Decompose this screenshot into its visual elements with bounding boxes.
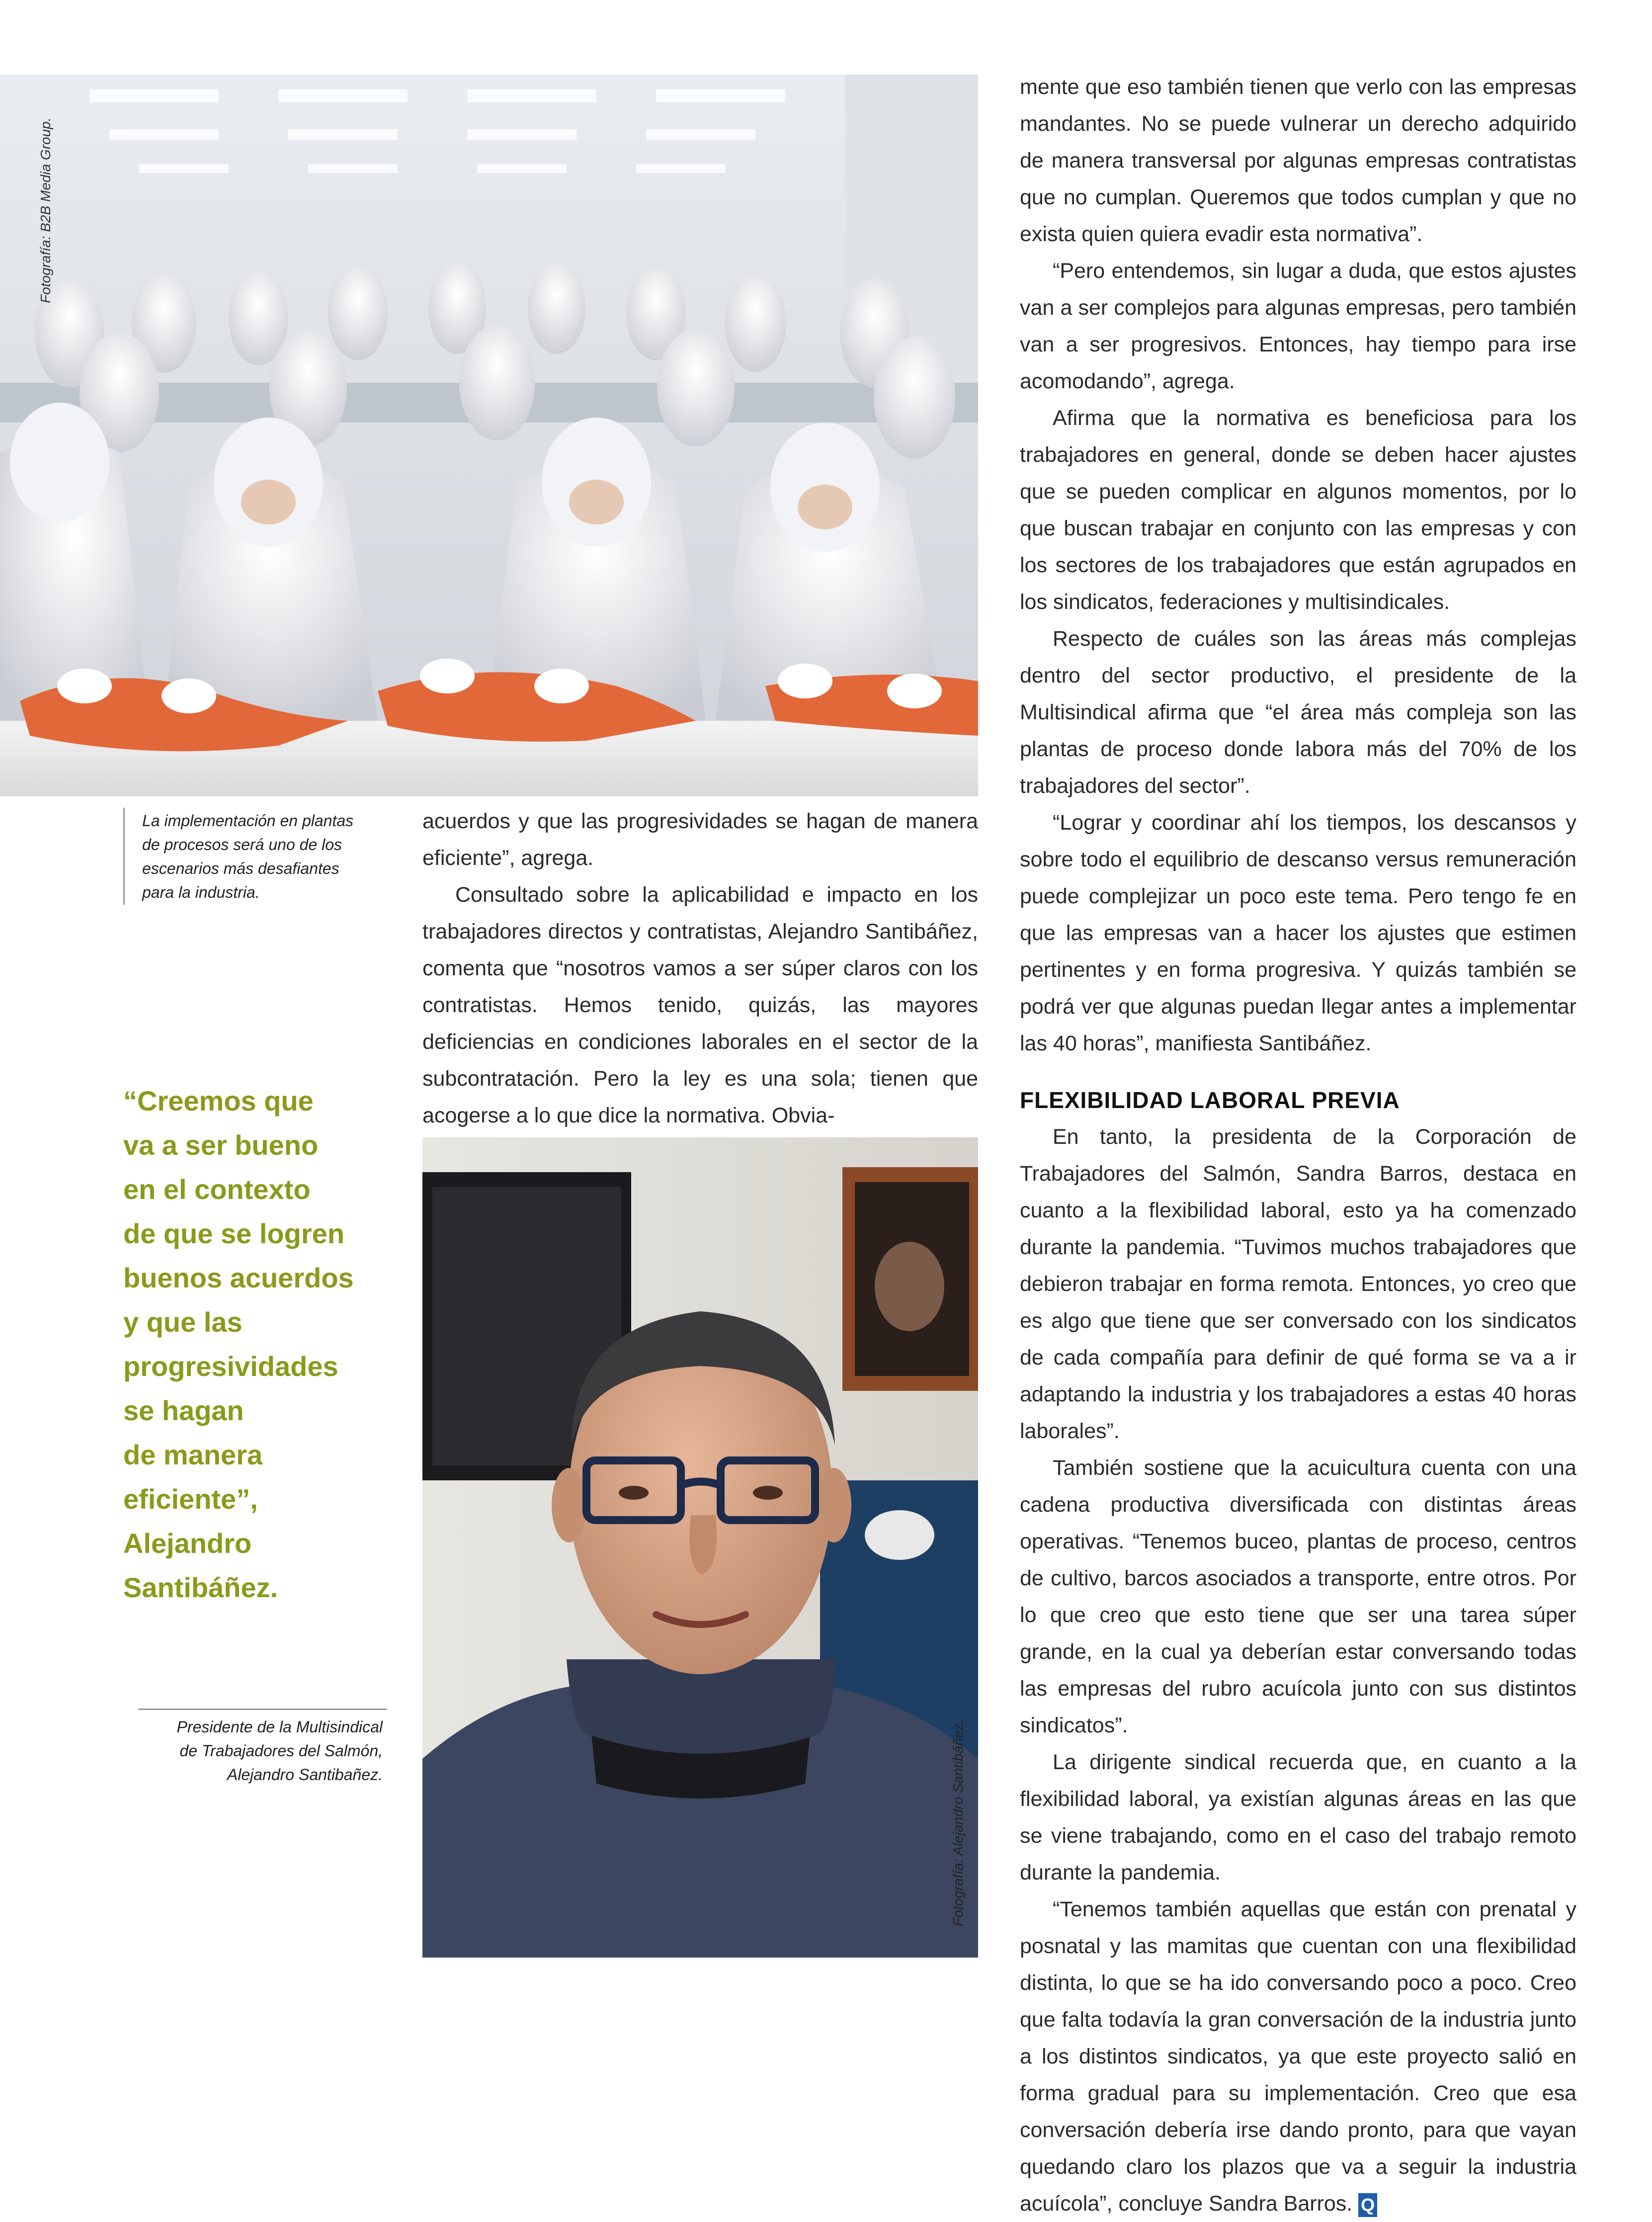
paragraph: En tanto, la presidenta de la Corporación de Trabajadores del Salmón, Sandra Barros, destaca en cuanto a la flexibilidad laboral, esto ya ha comenzado durante la pandemia. “Tuvimos muchos trabajadores que debieron trabajar en forma remota. Entonces, yo creo que es algo que tiene que ser conversado con los sindicatos de cada compañía para definir de qué forma se va a ir adaptando la industria y los trabajadores a estas 40 horas laborales”. — [1020, 1125, 1576, 1443]
paragraph: “Pero entendemos, sin lugar a duda, que estos ajustes van a ser complejos para algunas empresas, pero también van a ser progresivos. Entonces, hay tiempo para irse acomodando”, agrega. — [1020, 259, 1576, 393]
caption-line: Presidente de la Multisindical — [176, 1718, 383, 1736]
pull-quote-line: y que las — [123, 1306, 243, 1338]
processing-plant-photo — [0, 75, 978, 796]
pull-quote-line: Alejandro — [123, 1528, 252, 1559]
paragraph: Respecto de cuáles son las áreas más complejas dentro del sector productivo, el presidente de la Multisindical afirma que “el área más compleja son las plantas de proceso donde labora más del 70% de los trabajadores del sector”. — [1020, 627, 1576, 798]
top-photo-credit: Fotografía: B2B Media Group. — [38, 117, 53, 303]
caption-line: escenarios más desafiantes — [142, 859, 339, 877]
caption-line: de Trabajadores del Salmón, — [179, 1742, 383, 1760]
paragraph: acuerdos y que las progresividades se hagan de manera eficiente”, agrega. — [422, 809, 978, 870]
pull-quote-line: progresividades — [123, 1351, 338, 1382]
paragraph-text: “Tenemos también aquellas que están con prenatal y posnatal y las mamitas que cuentan con una flexibilidad distinta, lo que se ha ido conversando poco a poco. Creo que falta todavía la gran conversación de la industria junto a los distintos sindicatos, ya que este proyecto salió en forma gradual para su implementación. Creo que esa conversación debería irse dando pronto, para que vayan quedando claro los plazos que va a seguir la industria acuícola”, concluye Sandra Barros. — [1020, 1897, 1576, 2216]
caption-line: para la industria. — [142, 883, 260, 901]
pull-quote-line: buenos acuerdos — [123, 1262, 354, 1293]
caption-line: de procesos será uno de los — [142, 836, 342, 854]
pull-quote-line: va a ser bueno — [123, 1129, 319, 1161]
middle-column — [422, 803, 978, 1134]
portrait-photo — [422, 1137, 978, 1958]
pull-quote-line: de manera — [123, 1439, 263, 1470]
portrait-caption — [124, 1715, 383, 1787]
end-mark-icon: Q — [1358, 2193, 1377, 2217]
pull-quote-line: Santibáñez. — [123, 1572, 278, 1603]
pull-quote — [123, 1079, 402, 1610]
paragraph: Consultado sobre la aplicabilidad e impacto en los trabajadores directos y contratistas, Alejandro Santibáñez, comenta que “nosotros vamos a ser súper claros con los contratistas. Hemos tenido, quizás, las mayores deficiencias en condiciones laborales en el sector de la subcontratación. Pero la ley es una sola; tienen que acogerse a lo que dice la normativa. Obvia- — [422, 883, 978, 1127]
caption-line: La implementación en plantas — [142, 812, 354, 830]
right-column — [1020, 69, 1576, 2222]
pull-quote-line: “Creemos que — [123, 1085, 314, 1116]
pull-quote-line: en el contexto — [123, 1174, 311, 1205]
paragraph: “Lograr y coordinar ahí los tiempos, los descansos y sobre todo el equilibrio de descanso versus remuneración puede complejizar un poco este tema. Pero tengo fe en que las empresas van a hacer los ajustes que estimen pertinentes y en forma progresiva. Y quizás también se podrá ver que algunas puedan llegar antes a implementar las 40 horas”, manifiesta Santibáñez. — [1020, 811, 1576, 1055]
paragraph: También sostiene que la acuicultura cuenta con una cadena productiva diversificada con distintas áreas operativas. “Tenemos buceo, plantas de proceso, centros de cultivo, barcos asociados a transporte, entre otros. Por lo que creo que esto tiene que ser una tarea súper grande, en la cual ya deberían estar conversando todas las empresas del rubro acuícola junto con sus distintos sindicatos”. — [1020, 1456, 1576, 1737]
paragraph: La dirigente sindical recuerda que, en cuanto a la flexibilidad laboral, ya existían algunas áreas en las que se viene trabajando, como en el caso del trabajo remoto durante la pandemia. — [1020, 1750, 1576, 1884]
section-heading: FLEXIBILIDAD LABORAL PREVIA — [1020, 1087, 1400, 1113]
pull-quote-line: eficiente”, — [123, 1483, 258, 1515]
top-caption-rule — [123, 808, 125, 905]
caption-line: Alejandro Santibañez. — [227, 1766, 383, 1784]
top-photo-caption — [142, 809, 401, 904]
paragraph — [1020, 1891, 1576, 2222]
portrait-photo-credit: Fotografía: Alejandro Santibáñez. — [950, 1719, 966, 1926]
paragraph: Afirma que la normativa es beneficiosa para los trabajadores en general, donde se deben hacer ajustes que se pueden complicar en algunos momentos, por lo que buscan trabajar en conjunto con las empresas y con los sectores de los trabajadores que están agrupados en los sindicatos, federaciones y multisindicales. — [1020, 406, 1576, 614]
paragraph: mente que eso también tienen que verlo con las empresas mandantes. No se puede vulnerar un derecho adquirido de manera transversal por algunas empresas contratistas que no cumplan. Queremos que todos cumplan y que no exista quien quiera evadir esta normativa”. — [1020, 75, 1576, 246]
pull-quote-line: se hagan — [123, 1395, 244, 1426]
portrait-caption-rule — [138, 1709, 387, 1710]
pull-quote-line: de que se logren — [123, 1218, 344, 1249]
